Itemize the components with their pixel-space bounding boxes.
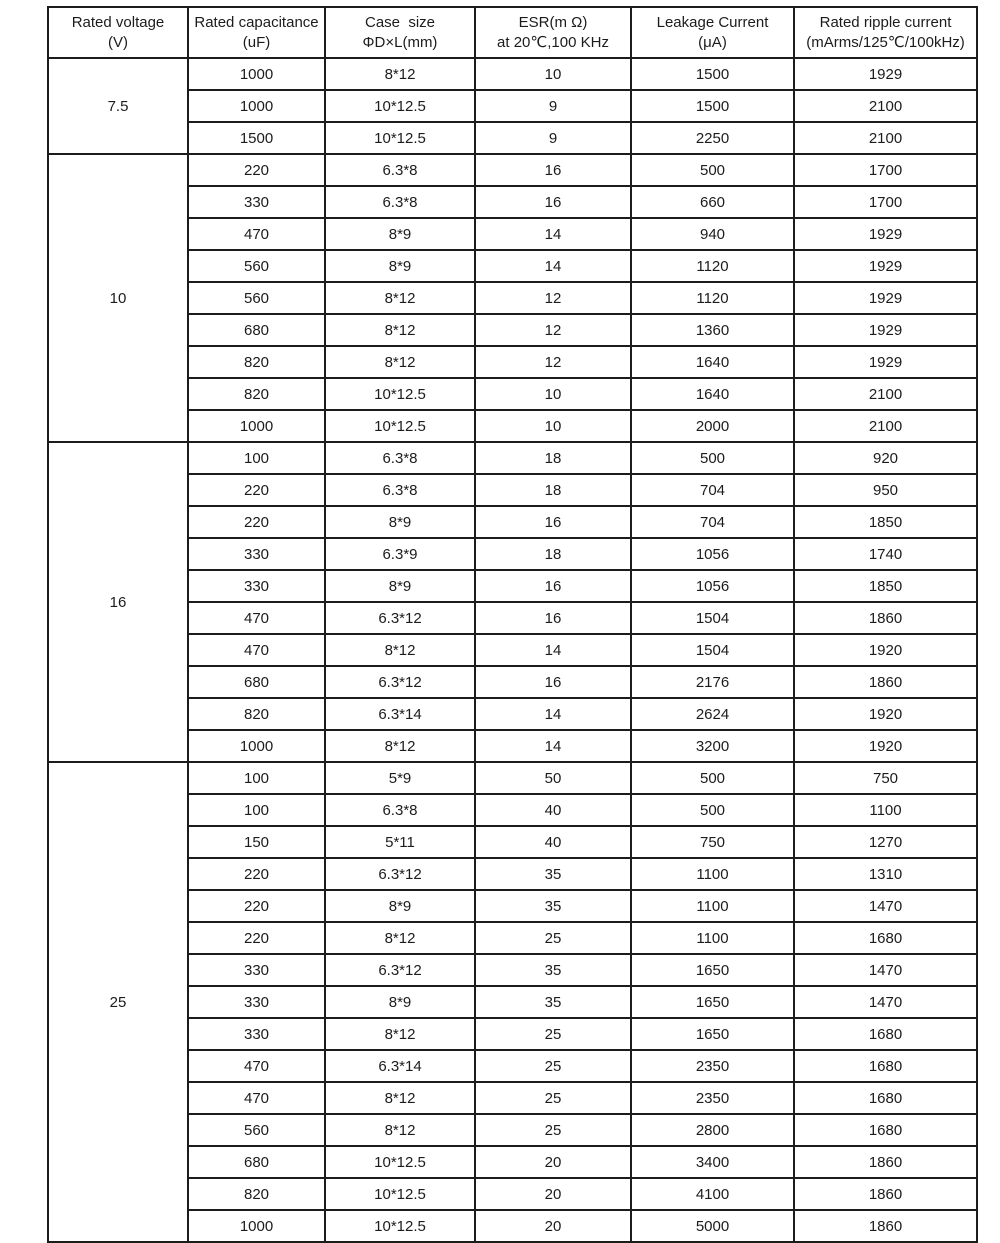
cell-case-size: 8*9 xyxy=(325,570,475,602)
cell-ripple-current: 1680 xyxy=(794,1018,977,1050)
cell-ripple-current: 1929 xyxy=(794,58,977,90)
table-row xyxy=(48,474,977,506)
cell-leakage-current: 500 xyxy=(631,154,794,186)
cell-leakage-current: 1500 xyxy=(631,58,794,90)
cell-capacitance: 820 xyxy=(188,346,325,378)
cell-leakage-current: 2350 xyxy=(631,1050,794,1082)
cell-case-size: 6.3*12 xyxy=(325,858,475,890)
cell-capacitance: 220 xyxy=(188,506,325,538)
cell-ripple-current: 750 xyxy=(794,762,977,794)
cell-ripple-current: 1850 xyxy=(794,506,977,538)
cell-esr: 16 xyxy=(475,602,631,634)
cell-leakage-current: 1504 xyxy=(631,602,794,634)
cell-leakage-current: 2350 xyxy=(631,1082,794,1114)
col-header-line2: (V) xyxy=(108,33,128,51)
table-row xyxy=(48,570,977,602)
cell-ripple-current: 1740 xyxy=(794,538,977,570)
table-row xyxy=(48,314,977,346)
cell-ripple-current: 1920 xyxy=(794,634,977,666)
col-header-line2: (μA) xyxy=(698,33,727,51)
cell-capacitance: 470 xyxy=(188,1050,325,1082)
table-row xyxy=(48,1146,977,1178)
cell-capacitance: 1000 xyxy=(188,1210,325,1242)
cell-capacitance: 680 xyxy=(188,1146,325,1178)
cell-ripple-current: 1700 xyxy=(794,154,977,186)
cell-ripple-current: 1860 xyxy=(794,1146,977,1178)
cell-ripple-current: 1860 xyxy=(794,1178,977,1210)
cell-case-size: 6.3*8 xyxy=(325,442,475,474)
cell-leakage-current: 2176 xyxy=(631,666,794,698)
table-row xyxy=(48,410,977,442)
cell-capacitance: 100 xyxy=(188,794,325,826)
table-row xyxy=(48,1082,977,1114)
cell-ripple-current: 2100 xyxy=(794,378,977,410)
table-body xyxy=(48,58,977,1242)
cell-capacitance: 1000 xyxy=(188,58,325,90)
table-row xyxy=(48,122,977,154)
cell-esr: 20 xyxy=(475,1210,631,1242)
cell-capacitance: 1000 xyxy=(188,410,325,442)
cell-capacitance: 820 xyxy=(188,378,325,410)
cell-ripple-current: 1850 xyxy=(794,570,977,602)
cell-esr: 18 xyxy=(475,474,631,506)
table-row xyxy=(48,794,977,826)
cell-case-size: 8*12 xyxy=(325,1082,475,1114)
cell-leakage-current: 1120 xyxy=(631,250,794,282)
table-row xyxy=(48,698,977,730)
cell-ripple-current: 1860 xyxy=(794,602,977,634)
cell-case-size: 10*12.5 xyxy=(325,90,475,122)
cell-leakage-current: 750 xyxy=(631,826,794,858)
cell-ripple-current: 1470 xyxy=(794,954,977,986)
cell-ripple-current: 1920 xyxy=(794,698,977,730)
cell-capacitance: 470 xyxy=(188,1082,325,1114)
cell-esr: 12 xyxy=(475,282,631,314)
cell-esr: 35 xyxy=(475,890,631,922)
cell-capacitance: 220 xyxy=(188,474,325,506)
cell-capacitance: 820 xyxy=(188,698,325,730)
cell-ripple-current: 1929 xyxy=(794,218,977,250)
cell-esr: 10 xyxy=(475,410,631,442)
cell-esr: 40 xyxy=(475,826,631,858)
cell-leakage-current: 1100 xyxy=(631,890,794,922)
cell-leakage-current: 1504 xyxy=(631,634,794,666)
cell-leakage-current: 1120 xyxy=(631,282,794,314)
cell-esr: 12 xyxy=(475,314,631,346)
cell-case-size: 6.3*8 xyxy=(325,186,475,218)
cell-esr: 25 xyxy=(475,922,631,954)
cell-case-size: 6.3*8 xyxy=(325,794,475,826)
col-header-line1: ESR(m Ω) xyxy=(518,13,588,31)
table-row xyxy=(48,890,977,922)
cell-ripple-current: 2100 xyxy=(794,410,977,442)
cell-capacitance: 1000 xyxy=(188,730,325,762)
cell-capacitance: 680 xyxy=(188,314,325,346)
cell-capacitance: 330 xyxy=(188,186,325,218)
cell-case-size: 8*12 xyxy=(325,282,475,314)
cell-case-size: 8*12 xyxy=(325,1114,475,1146)
cell-ripple-current: 1929 xyxy=(794,250,977,282)
cell-leakage-current: 940 xyxy=(631,218,794,250)
cell-ripple-current: 1700 xyxy=(794,186,977,218)
cell-esr: 18 xyxy=(475,538,631,570)
cell-esr: 40 xyxy=(475,794,631,826)
cell-esr: 16 xyxy=(475,506,631,538)
col-header-line2: ΦD×L(mm) xyxy=(362,33,438,51)
table-header xyxy=(48,7,977,58)
cell-capacitance: 1500 xyxy=(188,122,325,154)
cell-leakage-current: 1100 xyxy=(631,858,794,890)
cell-case-size: 10*12.5 xyxy=(325,1178,475,1210)
cell-case-size: 6.3*8 xyxy=(325,474,475,506)
cell-capacitance: 220 xyxy=(188,154,325,186)
cell-case-size: 6.3*8 xyxy=(325,154,475,186)
cell-case-size: 8*12 xyxy=(325,314,475,346)
table-row xyxy=(48,1050,977,1082)
cell-leakage-current: 704 xyxy=(631,506,794,538)
cell-capacitance: 220 xyxy=(188,890,325,922)
table-row xyxy=(48,346,977,378)
cell-ripple-current: 1929 xyxy=(794,282,977,314)
table-row xyxy=(48,442,977,474)
cell-capacitance: 470 xyxy=(188,218,325,250)
cell-ripple-current: 1860 xyxy=(794,666,977,698)
cell-leakage-current: 500 xyxy=(631,794,794,826)
cell-esr: 16 xyxy=(475,570,631,602)
cell-capacitance: 560 xyxy=(188,250,325,282)
cell-ripple-current: 920 xyxy=(794,442,977,474)
cell-case-size: 8*9 xyxy=(325,986,475,1018)
col-header-line1: Rated capacitance xyxy=(194,13,319,31)
cell-case-size: 8*12 xyxy=(325,634,475,666)
cell-case-size: 8*12 xyxy=(325,730,475,762)
cell-leakage-current: 5000 xyxy=(631,1210,794,1242)
table-row xyxy=(48,218,977,250)
cell-ripple-current: 2100 xyxy=(794,90,977,122)
col-header-5 xyxy=(631,7,794,58)
cell-leakage-current: 1056 xyxy=(631,538,794,570)
cell-capacitance: 220 xyxy=(188,858,325,890)
cell-leakage-current: 660 xyxy=(631,186,794,218)
cell-capacitance: 330 xyxy=(188,986,325,1018)
cell-leakage-current: 500 xyxy=(631,442,794,474)
cell-leakage-current: 1056 xyxy=(631,570,794,602)
table-row xyxy=(48,922,977,954)
cell-esr: 14 xyxy=(475,730,631,762)
col-header-2 xyxy=(188,7,325,58)
cell-esr: 12 xyxy=(475,346,631,378)
cell-leakage-current: 4100 xyxy=(631,1178,794,1210)
col-header-line1: Leakage Current xyxy=(656,13,769,31)
cell-case-size: 6.3*14 xyxy=(325,1050,475,1082)
cell-leakage-current: 1360 xyxy=(631,314,794,346)
cell-capacitance: 820 xyxy=(188,1178,325,1210)
cell-leakage-current: 3200 xyxy=(631,730,794,762)
table-row xyxy=(48,602,977,634)
cell-case-size: 10*12.5 xyxy=(325,1210,475,1242)
cell-case-size: 8*12 xyxy=(325,58,475,90)
cell-case-size: 8*12 xyxy=(325,346,475,378)
cell-leakage-current: 2624 xyxy=(631,698,794,730)
cell-esr: 16 xyxy=(475,154,631,186)
cell-case-size: 5*11 xyxy=(325,826,475,858)
cell-leakage-current: 1640 xyxy=(631,378,794,410)
table-row xyxy=(48,1018,977,1050)
cell-case-size: 8*9 xyxy=(325,218,475,250)
cell-case-size: 6.3*9 xyxy=(325,538,475,570)
voltage-group-cell: 16 xyxy=(48,442,188,762)
cell-esr: 35 xyxy=(475,954,631,986)
table-row xyxy=(48,666,977,698)
col-header-line2: at 20℃,100 KHz xyxy=(497,33,609,51)
cell-leakage-current: 2000 xyxy=(631,410,794,442)
cell-case-size: 8*9 xyxy=(325,506,475,538)
table-row xyxy=(48,250,977,282)
cell-ripple-current: 1929 xyxy=(794,346,977,378)
col-header-line2: (uF) xyxy=(242,33,271,51)
col-header-line1: Rated voltage xyxy=(71,13,165,31)
cell-esr: 14 xyxy=(475,218,631,250)
cell-esr: 9 xyxy=(475,122,631,154)
cell-ripple-current: 1920 xyxy=(794,730,977,762)
cell-ripple-current: 1680 xyxy=(794,1114,977,1146)
cell-leakage-current: 1650 xyxy=(631,954,794,986)
cell-esr: 10 xyxy=(475,378,631,410)
cell-leakage-current: 2800 xyxy=(631,1114,794,1146)
cell-ripple-current: 1929 xyxy=(794,314,977,346)
header-row xyxy=(48,7,977,58)
table-row xyxy=(48,538,977,570)
table-row xyxy=(48,954,977,986)
table-row xyxy=(48,1114,977,1146)
table-row xyxy=(48,378,977,410)
cell-esr: 10 xyxy=(475,58,631,90)
cell-case-size: 10*12.5 xyxy=(325,122,475,154)
cell-leakage-current: 704 xyxy=(631,474,794,506)
cell-esr: 20 xyxy=(475,1178,631,1210)
cell-esr: 35 xyxy=(475,986,631,1018)
cell-ripple-current: 2100 xyxy=(794,122,977,154)
cell-case-size: 6.3*12 xyxy=(325,602,475,634)
cell-capacitance: 470 xyxy=(188,634,325,666)
cell-case-size: 6.3*14 xyxy=(325,698,475,730)
cell-capacitance: 330 xyxy=(188,954,325,986)
cell-capacitance: 220 xyxy=(188,922,325,954)
table-row xyxy=(48,90,977,122)
cell-leakage-current: 2250 xyxy=(631,122,794,154)
table-row xyxy=(48,186,977,218)
cell-capacitance: 330 xyxy=(188,538,325,570)
cell-leakage-current: 1650 xyxy=(631,986,794,1018)
col-header-line1: Rated ripple current xyxy=(819,13,952,31)
cell-ripple-current: 1470 xyxy=(794,890,977,922)
cell-esr: 20 xyxy=(475,1146,631,1178)
col-header-3 xyxy=(325,7,475,58)
cell-capacitance: 560 xyxy=(188,282,325,314)
cell-capacitance: 680 xyxy=(188,666,325,698)
cell-ripple-current: 1680 xyxy=(794,1050,977,1082)
table-row xyxy=(48,730,977,762)
table-row xyxy=(48,154,977,186)
cell-leakage-current: 1100 xyxy=(631,922,794,954)
cell-case-size: 8*9 xyxy=(325,250,475,282)
cell-esr: 16 xyxy=(475,186,631,218)
cell-case-size: 6.3*12 xyxy=(325,666,475,698)
cell-capacitance: 150 xyxy=(188,826,325,858)
voltage-group-cell: 10 xyxy=(48,154,188,442)
table-row xyxy=(48,762,977,794)
col-header-1 xyxy=(48,7,188,58)
cell-leakage-current: 1640 xyxy=(631,346,794,378)
cell-case-size: 5*9 xyxy=(325,762,475,794)
cell-leakage-current: 1500 xyxy=(631,90,794,122)
cell-ripple-current: 1680 xyxy=(794,1082,977,1114)
voltage-group-cell: 25 xyxy=(48,762,188,1242)
cell-esr: 14 xyxy=(475,698,631,730)
col-header-4 xyxy=(475,7,631,58)
table-row xyxy=(48,1178,977,1210)
cell-case-size: 10*12.5 xyxy=(325,410,475,442)
cell-leakage-current: 3400 xyxy=(631,1146,794,1178)
cell-ripple-current: 1100 xyxy=(794,794,977,826)
cell-capacitance: 560 xyxy=(188,1114,325,1146)
cell-capacitance: 100 xyxy=(188,442,325,474)
cell-ripple-current: 1470 xyxy=(794,986,977,1018)
cell-esr: 25 xyxy=(475,1050,631,1082)
table-row xyxy=(48,634,977,666)
cell-case-size: 10*12.5 xyxy=(325,1146,475,1178)
cell-ripple-current: 950 xyxy=(794,474,977,506)
cell-esr: 16 xyxy=(475,666,631,698)
cell-ripple-current: 1270 xyxy=(794,826,977,858)
cell-esr: 9 xyxy=(475,90,631,122)
table-row xyxy=(48,858,977,890)
cell-capacitance: 100 xyxy=(188,762,325,794)
cell-capacitance: 470 xyxy=(188,602,325,634)
cell-capacitance: 330 xyxy=(188,1018,325,1050)
col-header-6 xyxy=(794,7,977,58)
cell-leakage-current: 1650 xyxy=(631,1018,794,1050)
table-row xyxy=(48,282,977,314)
table-row xyxy=(48,826,977,858)
cell-case-size: 6.3*12 xyxy=(325,954,475,986)
cell-esr: 14 xyxy=(475,250,631,282)
cell-esr: 14 xyxy=(475,634,631,666)
cell-esr: 25 xyxy=(475,1018,631,1050)
cell-esr: 35 xyxy=(475,858,631,890)
capacitor-spec-table xyxy=(47,6,978,1243)
cell-case-size: 8*9 xyxy=(325,890,475,922)
col-header-line2: (mArms/125℃/100kHz) xyxy=(806,33,965,51)
cell-esr: 25 xyxy=(475,1114,631,1146)
table-row xyxy=(48,1210,977,1242)
table-row xyxy=(48,986,977,1018)
col-header-line1: Case size xyxy=(364,13,436,31)
cell-case-size: 10*12.5 xyxy=(325,378,475,410)
voltage-group-cell: 7.5 xyxy=(48,58,188,154)
cell-case-size: 8*12 xyxy=(325,922,475,954)
cell-ripple-current: 1310 xyxy=(794,858,977,890)
cell-case-size: 8*12 xyxy=(325,1018,475,1050)
table-row xyxy=(48,58,977,90)
table-row xyxy=(48,506,977,538)
cell-capacitance: 1000 xyxy=(188,90,325,122)
cell-ripple-current: 1860 xyxy=(794,1210,977,1242)
cell-esr: 18 xyxy=(475,442,631,474)
cell-capacitance: 330 xyxy=(188,570,325,602)
cell-leakage-current: 500 xyxy=(631,762,794,794)
cell-esr: 50 xyxy=(475,762,631,794)
cell-esr: 25 xyxy=(475,1082,631,1114)
cell-ripple-current: 1680 xyxy=(794,922,977,954)
